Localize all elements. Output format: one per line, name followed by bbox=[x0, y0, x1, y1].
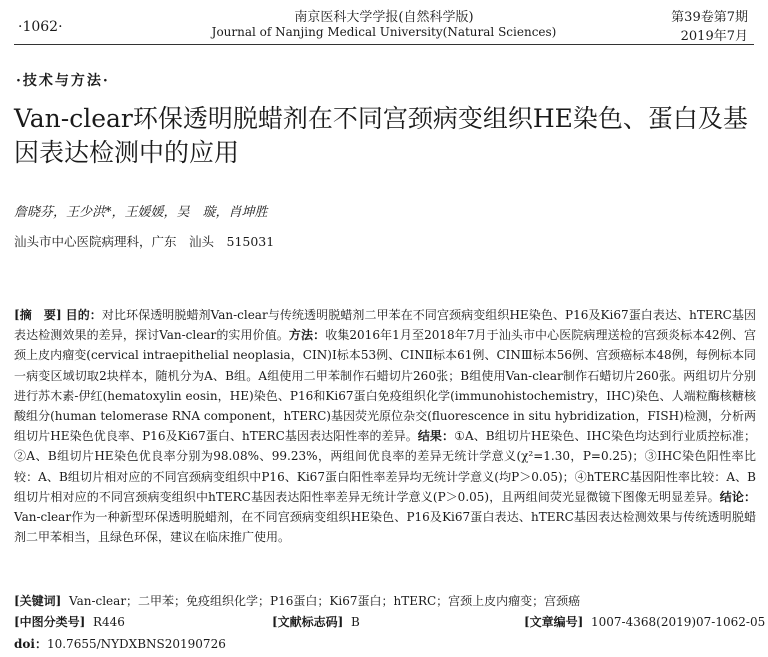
page-header bbox=[0, 0, 768, 46]
doi-label: doi： bbox=[14, 637, 47, 651]
clc-label: [中图分类号] bbox=[14, 615, 86, 629]
authors: 詹晓芬，王少洪*，王媛媛，吴 璇，肖坤胜 bbox=[14, 205, 268, 220]
article-title: Van-clear环保透明脱蜡剂在不同宫颈病变组织HE染色、蛋白及基因表达检测中的应用 bbox=[14, 104, 748, 167]
abstract-label: [摘 要] bbox=[14, 308, 62, 322]
doc-code-label: [文献标志码] bbox=[272, 615, 344, 629]
volume-issue: 第39卷第7期 bbox=[671, 10, 748, 25]
objective-text: 对比环保透明脱蜡剂Van-clear与传统透明脱蜡剂二甲苯在不同宫颈病变组织HE染色、P16及Ki67蛋白表达、hTERC基因表达检测效果的差异，探讨Van-clear的实用价值。 bbox=[14, 308, 756, 343]
affiliation: 汕头市中心医院病理科，广东 汕头 515031 bbox=[14, 234, 275, 249]
methods-text: 收集2016年1月至2018年7月于汕头市中心医院病理送检的宫颈炎标本42例、宫颈上皮内瘤变(cervical intraepithelial neoplasia，CIN)Ⅰ标本53例、CINⅡ标本61例、CINⅢ标本56例、宫颈癌标本48例，每例标本同一病变区域切取2块样本，随机分为A、B组。A组使用二甲苯制作石蜡切片260张；B组使用Van-clear制作石蜡切片260张。两组切片分别进行苏木素-伊红(hematoxylin eosin，HE)染色、P16和Ki67蛋白免疫组织化学(immunohistochemistry，IHC)染色、人端粒酶核糖核酸组分(human telomerase RNA component，hTERC)基因荧光原位杂交(fluorescence in situ hybridization，FISH)检测，分析两组切片HE染色优良率、P16及Ki67蛋白、hTERC基因表达阳性率的差异。 bbox=[14, 328, 756, 444]
conclusion-label: 结论： bbox=[719, 489, 756, 504]
results-label: 结果： bbox=[417, 429, 455, 444]
doi-value: 10.7655/NYDXBNS20190726 bbox=[46, 637, 226, 651]
section-label: ·技术与方法· bbox=[16, 73, 110, 89]
issue-date: 2019年7月 bbox=[680, 29, 748, 44]
journal-title-en: Journal of Nanjing Medical University(Natural Sciences) bbox=[211, 25, 557, 39]
classification-row bbox=[14, 613, 766, 630]
header-rule bbox=[14, 44, 754, 45]
article-number-value: 1007-4368(2019)07-1062-05 bbox=[591, 615, 766, 629]
keywords-row bbox=[14, 592, 756, 609]
conclusion-text: Van-clear作为一种新型环保透明脱蜡剂，在不同宫颈病变组织HE染色、P16及Ki67蛋白表达、hTERC基因表达检测效果与传统透明脱蜡剂二甲苯相当，且绿色环保，建议在临床推广使用。 bbox=[14, 510, 756, 545]
keywords-value: Van-clear；二甲苯；免疫组织化学；P16蛋白；Ki67蛋白；hTERC；宫颈上皮内瘤变；宫颈癌 bbox=[69, 594, 581, 608]
keywords-label: [关键词] bbox=[14, 594, 62, 608]
page-number: ·1062· bbox=[18, 19, 63, 35]
methods-label: 方法： bbox=[288, 328, 326, 343]
clc-value: R446 bbox=[93, 615, 125, 629]
doc-code-value: B bbox=[351, 615, 360, 629]
article-number-label: [文章编号] bbox=[524, 615, 584, 629]
journal-title-cn: 南京医科大学学报(自然科学版) bbox=[294, 10, 474, 25]
abstract bbox=[14, 305, 756, 547]
doi-row bbox=[14, 635, 756, 652]
objective-label: 目的： bbox=[65, 308, 102, 322]
results-text: ①A、B组切片HE染色、IHC染色均达到行业质控标准；②A、B组切片HE染色优良率分别为98.08%、99.23%，两组间优良率的差异无统计学意义(χ²=1.30，P=0.25)；③IHC染色阳性率比较：A、B组切片相对应的不同宫颈病变组织中P16、Ki67蛋白阳性率差异均无统计学意义(均P＞0.05)；④hTERC基因阳性率比较：A、B组切片相对应的不同宫颈病变组织中hTERC基因表达阳性率差异无统计学意义(P＞0.05)，且两组间荧光显微镜下图像无明显差异。 bbox=[14, 429, 756, 504]
